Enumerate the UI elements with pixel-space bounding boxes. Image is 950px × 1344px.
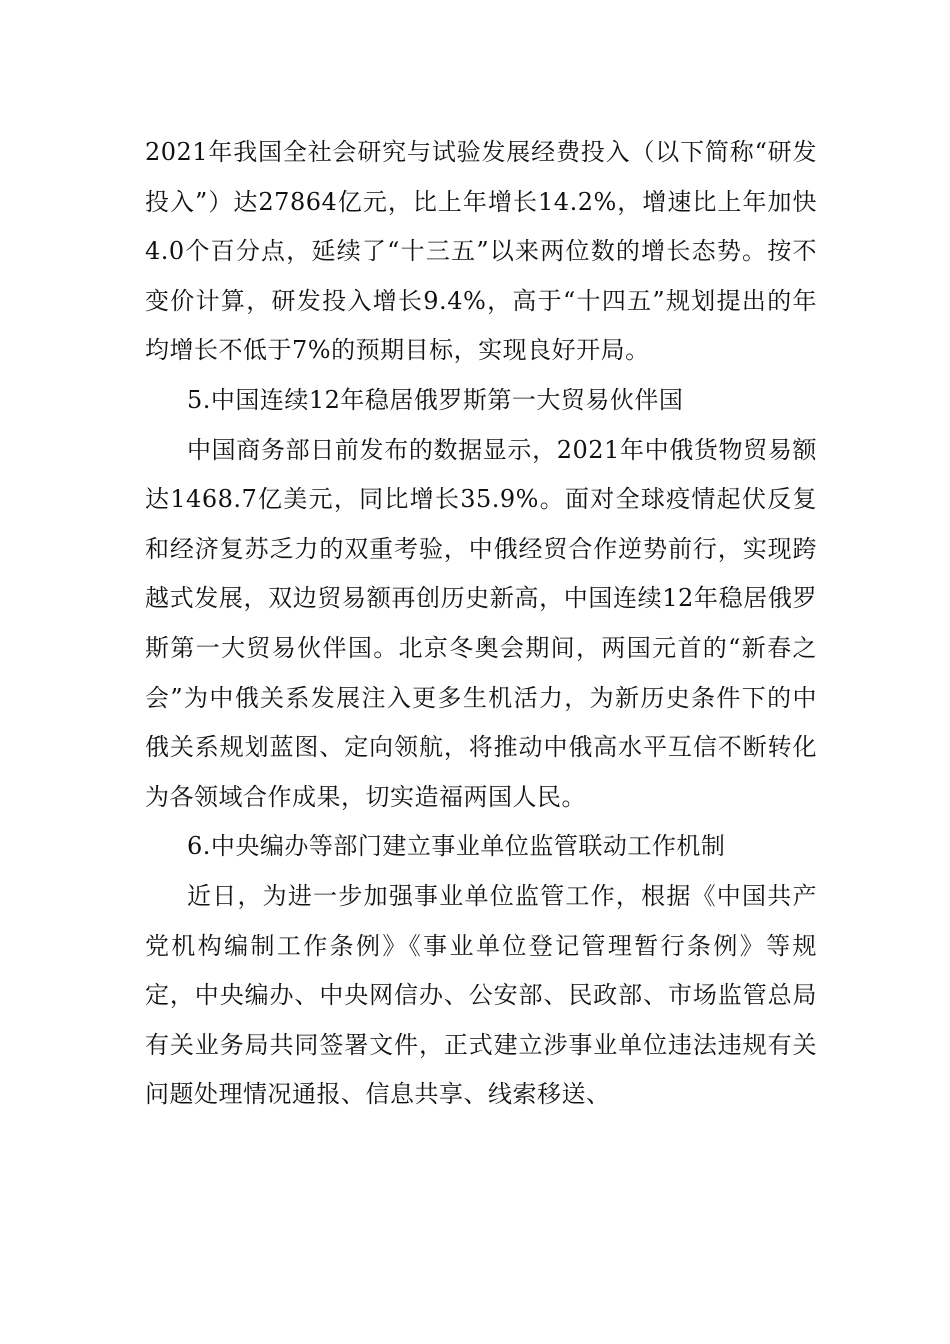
document-page bbox=[145, 128, 817, 1120]
section-heading-5: 5.中国连续12年稳居俄罗斯第一大贸易伙伴国 bbox=[187, 385, 684, 414]
paragraph-rd-investment: 2021年我国全社会研究与试验发展经费投入（以下简称“研发投入”）达27864亿元，比上年增长14.2%，增速比上年加快4.0个百分点，延续了“十三五”以来两位数的增长态势。按不变价计算，研发投入增长9.4%，高于“十四五”规划提出的年均增长不低于7%的预期目标，实现良好开局。 bbox=[145, 138, 817, 365]
paragraph-china-russia-trade: 中国商务部日前发布的数据显示，2021年中俄货物贸易额达1468.7亿美元，同比增长35.9%。面对全球疫情起伏反复和经济复苏乏力的双重考验，中俄经贸合作逆势前行，实现跨越式发展，双边贸易额再创历史新高，中国连续12年稳居俄罗斯第一大贸易伙伴国。北京冬奥会期间，两国元首的“新春之会”为中俄关系发展注入更多生机活力，为新历史条件下的中俄关系规划蓝图、定向领航，将推动中俄高水平互信不断转化为各领域合作成果，切实造福两国人民。 bbox=[145, 435, 817, 811]
paragraph-public-institution-supervision: 近日，为进一步加强事业单位监管工作，根据《中国共产党机构编制工作条例》《事业单位登记管理暂行条例》等规定，中央编办、中央网信办、公安部、民政部、市场监管总局有关业务局共同签署文件，正式建立涉事业单位违法违规有关问题处理情况通报、信息共享、线索移送、 bbox=[145, 881, 817, 1109]
section-heading-6: 6.中央编办等部门建立事业单位监管联动工作机制 bbox=[187, 832, 726, 861]
